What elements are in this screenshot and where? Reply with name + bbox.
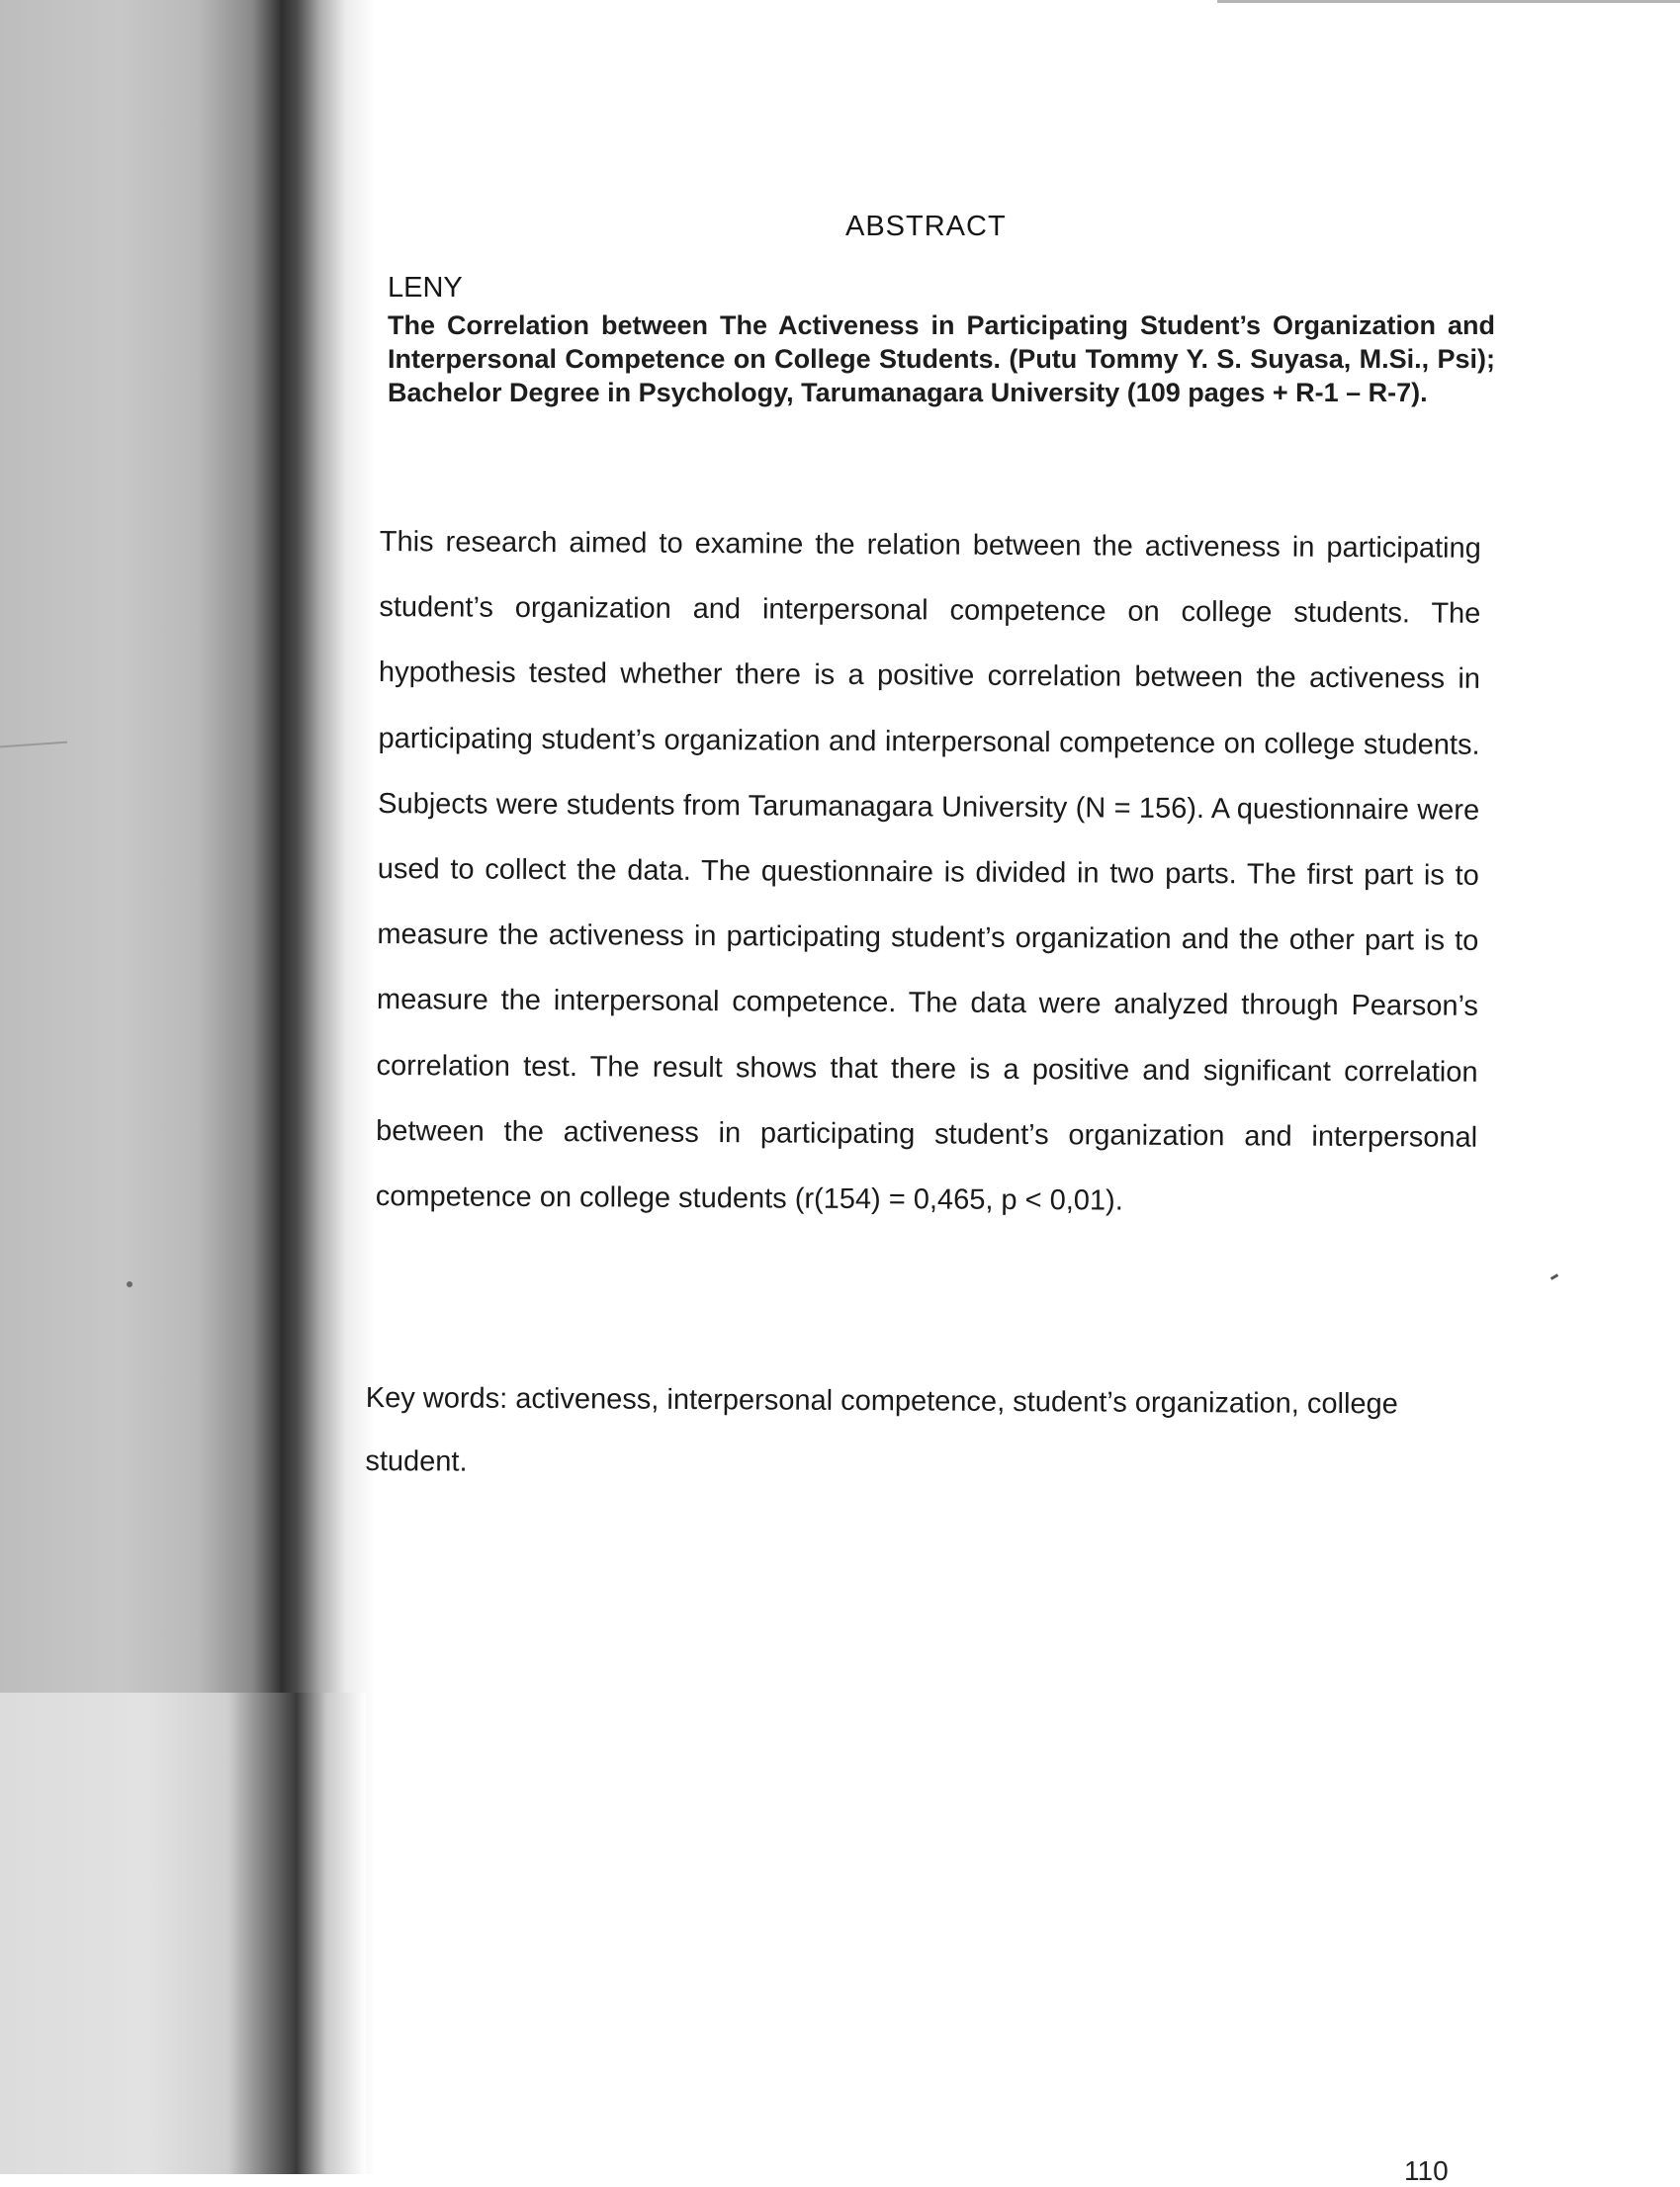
keywords: Key words: activeness, interpersonal competence, student’s organization, college student. <box>365 1381 1398 1478</box>
scan-artifact-tick <box>1550 1273 1558 1280</box>
author-name: LENY <box>388 272 463 304</box>
document-page <box>365 0 1503 2186</box>
abstract-body: This research aimed to examine the relation between the activeness in participating student’s organization and interpersonal competence on college students. The hypothesis tested whether there is a positive correlation between the activeness in participating student’s organization and interpersonal competence on college students. Subjects were students from Tarumanagara University (N = 156). A questionnaire were used to collect the data. The questionnaire is divided in two parts. The first part is to measure the activeness in participating student’s organization and the other part is to measure the interpersonal competence. The data were analyzed through Pearson’s correlation test. The result shows that there is a positive and significant correlation between the activeness in participating student’s organization and interpersonal competence on college students (r(154) = 0,465, p < 0,01). <box>375 525 1481 1217</box>
thesis-citation: The Correlation between The Activeness in Participating Student’s Organization and Interpersonal Competence on College Students. (Putu Tommy Y. S. Suyasa, M.Si., Psi); Bachelor Degree in Psychology, Tarumanagara University (109 pages + R-1 – R-7). <box>388 310 1495 407</box>
scan-artifact-dot <box>127 1281 133 1287</box>
scan-binding-shadow-lower <box>0 1693 366 2174</box>
page-number: 110 <box>1404 2155 1449 2186</box>
page-title: ABSTRACT <box>845 211 1007 242</box>
